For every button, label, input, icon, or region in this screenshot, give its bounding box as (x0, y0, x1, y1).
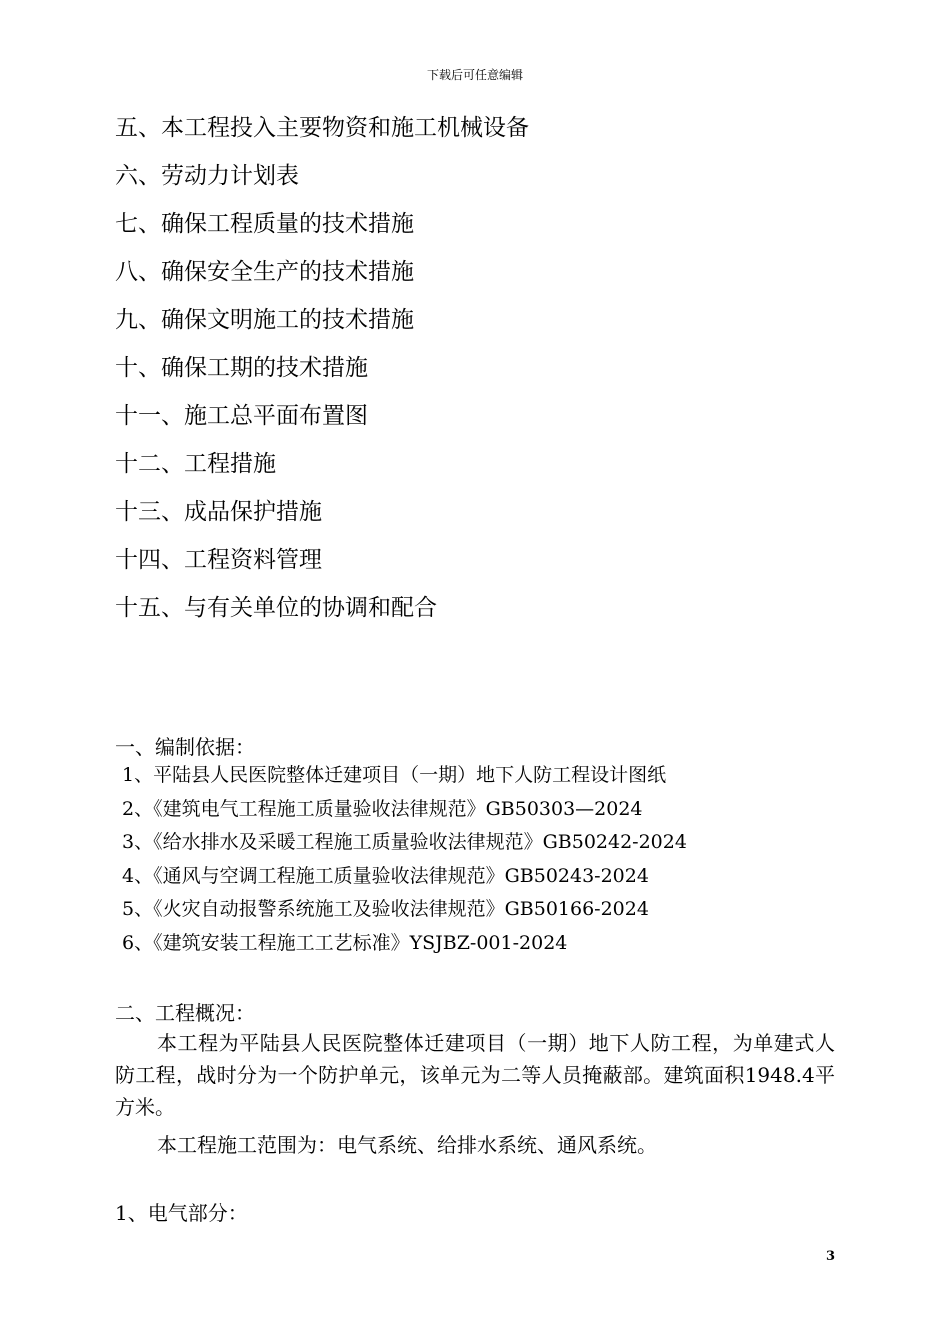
basis-item: 2、《建筑电气工程施工质量验收法律规范》GB50303—2024 (122, 797, 643, 820)
toc-item: 八、确保安全生产的技术措施 (115, 259, 414, 285)
basis-item: 1、平陆县人民医院整体迁建项目（一期）地下人防工程设计图纸 (122, 764, 667, 786)
toc-item: 五、本工程投入主要物资和施工机械设备 (115, 115, 529, 141)
toc-item: 十一、施工总平面布置图 (115, 403, 368, 429)
page-number: 3 (826, 1249, 836, 1264)
page-header-note: 下载后可任意编辑 (426, 68, 523, 82)
toc-item: 六、劳动力计划表 (115, 163, 299, 189)
basis-list (122, 759, 687, 960)
toc-item: 十二、工程措施 (115, 451, 276, 477)
scope-paragraph: 本工程施工范围为：电气系统、给排水系统、通风系统。 (157, 1133, 657, 1157)
toc-item: 十三、成品保护措施 (115, 499, 322, 525)
toc-item: 十、确保工期的技术措施 (115, 355, 368, 381)
section-title-electrical: 1、电气部分： (115, 1201, 248, 1225)
section-title-basis: 一、编制依据： (115, 735, 255, 759)
toc-item: 九、确保文明施工的技术措施 (115, 307, 414, 333)
overview-paragraph: 本工程为平陆县人民医院整体迁建项目（一期）地下人防工程，为单建式人防工程，战时分为一个防护单元，该单元为二等人员掩蔽部。建筑面积1948.4平方米。 (115, 1031, 835, 1119)
toc-item: 七、确保工程质量的技术措施 (115, 211, 414, 237)
basis-item: 5、《火灾自动报警系统施工及验收法律规范》GB50166-2024 (122, 898, 649, 920)
basis-item: 4、《通风与空调工程施工质量验收法律规范》GB50243-2024 (122, 864, 649, 887)
toc-item: 十五、与有关单位的协调和配合 (115, 595, 437, 621)
table-of-contents (115, 104, 529, 632)
basis-item: 3、《给水排水及采暖工程施工质量验收法律规范》GB50242-2024 (122, 831, 687, 853)
toc-item: 十四、工程资料管理 (115, 547, 322, 573)
section-title-overview: 二、工程概况： (115, 1001, 255, 1025)
basis-item: 6、《建筑安装工程施工工艺标准》YSJBZ-001-2024 (122, 931, 568, 954)
